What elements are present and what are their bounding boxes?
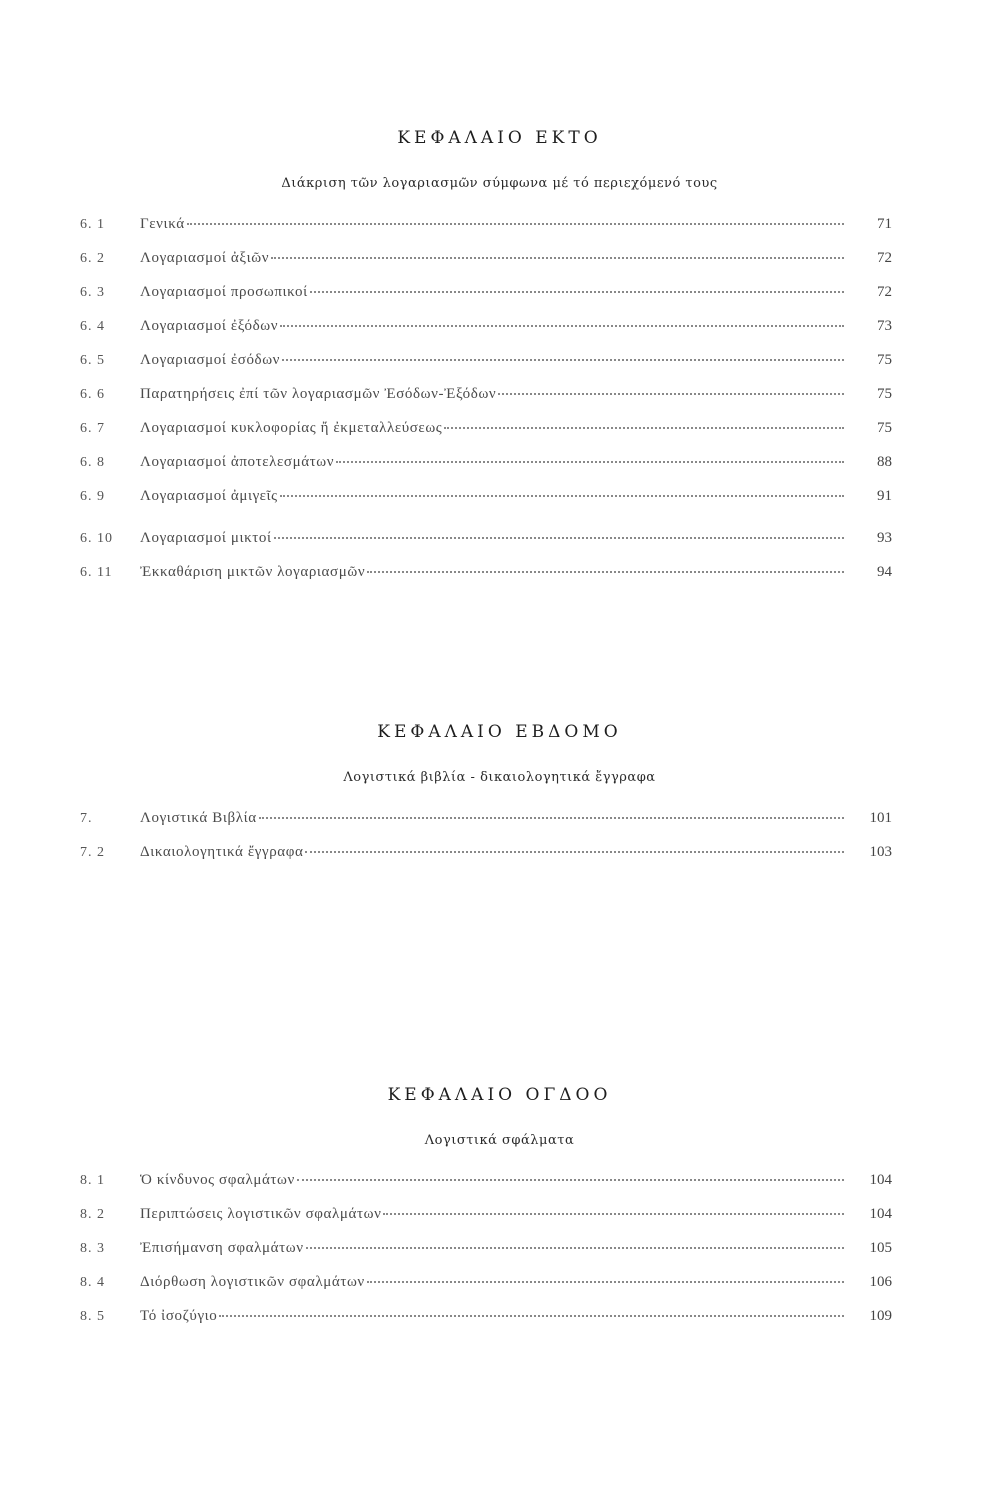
entry-title: Λογαριασμοί ἀμιγεῖς (140, 488, 278, 504)
toc-entry[interactable] (80, 810, 892, 832)
entry-title: Δικαιολογητικά ἔγγραφα (140, 844, 304, 860)
toc-entry[interactable] (80, 1308, 892, 1330)
entry-page: 71 (877, 216, 892, 232)
toc-entry[interactable] (80, 352, 892, 374)
entry-title: Παρατηρήσεις ἐπί τῶν λογαριασμῶν Ἐσόδων-Ἐξόδων (140, 386, 497, 402)
toc-entry[interactable] (80, 564, 892, 586)
entry-title: Λογαριασμοί ἀποτελεσμάτων (140, 454, 335, 470)
toc-entry[interactable] (80, 386, 892, 408)
toc-entry[interactable] (80, 454, 892, 476)
entry-title: Λογαριασμοί ἐσόδων (140, 352, 281, 368)
entry-page: 104 (869, 1172, 892, 1188)
entry-title: Λογαριασμοί ἀξιῶν (140, 250, 270, 266)
dot-leader (187, 222, 844, 225)
entry-page: 93 (877, 530, 892, 546)
entry-page: 75 (877, 352, 892, 368)
toc-entry[interactable] (80, 1274, 892, 1296)
entry-title: Ἐκκαθάριση μικτῶν λογαριασμῶν (140, 564, 366, 580)
chapter-8-subtitle: Λογιστικά σφάλματα (424, 1133, 575, 1148)
entry-number: 6. 9 (80, 489, 105, 504)
dot-leader (280, 324, 844, 327)
entry-number: 6. 5 (80, 353, 105, 368)
entry-number: 6. 6 (80, 387, 105, 402)
chapter-7-subtitle: Λογιστικά βιβλία - δικαιολογητικά ἔγγραφα (343, 770, 656, 785)
toc-entry[interactable] (80, 1172, 892, 1194)
entry-number: 8. 5 (80, 1309, 105, 1324)
entry-number: 8. 4 (80, 1275, 105, 1290)
entry-number: 8. 3 (80, 1241, 105, 1256)
entry-page: 88 (877, 454, 892, 470)
entry-page: 75 (877, 386, 892, 402)
entry-title: Διόρθωση λογιστικῶν σφαλμάτων (140, 1274, 365, 1290)
entry-page: 94 (877, 564, 892, 580)
entry-page: 73 (877, 318, 892, 334)
entry-page: 106 (869, 1274, 892, 1290)
toc-entry[interactable] (80, 250, 892, 272)
toc-entry[interactable] (80, 530, 892, 552)
dot-leader (259, 816, 844, 819)
entry-number: 6. 1 (80, 217, 105, 232)
toc-entry[interactable] (80, 844, 892, 866)
entry-number: 6. 2 (80, 251, 105, 266)
chapter-6-subtitle: Διάκριση τῶν λογαριασμῶν σύμφωνα μέ τό περιεχόμενό τους (281, 176, 718, 191)
toc-entry[interactable] (80, 1240, 892, 1262)
entry-title: Ἐπισήμανση σφαλμάτων (140, 1240, 304, 1256)
entry-title: Γενικά (140, 216, 185, 232)
toc-entry[interactable] (80, 488, 892, 510)
dot-leader (271, 256, 844, 259)
entry-number: 8. 1 (80, 1173, 105, 1188)
toc-entry[interactable] (80, 284, 892, 306)
entry-page: 75 (877, 420, 892, 436)
entry-page: 109 (869, 1308, 892, 1324)
entry-number: 7. (80, 811, 93, 826)
entry-title: Λογαριασμοί ἐξόδων (140, 318, 279, 334)
entry-page: 72 (877, 250, 892, 266)
dot-leader (383, 1212, 844, 1215)
dot-leader (282, 358, 844, 361)
entry-page: 105 (869, 1240, 892, 1256)
chapter-8-title: ΚΕΦΑΛΑΙΟ ΟΓΔΟΟ (387, 1085, 612, 1105)
dot-leader (305, 850, 844, 853)
entry-page: 91 (877, 488, 892, 504)
entry-page: 72 (877, 284, 892, 300)
entry-number: 6. 11 (80, 565, 113, 580)
toc-entry[interactable] (80, 420, 892, 442)
entry-title: Ὁ κίνδυνος σφαλμάτων (140, 1172, 295, 1188)
dot-leader (297, 1178, 844, 1181)
chapter-7-title: ΚΕΦΑΛΑΙΟ ΕΒΔΟΜΟ (377, 722, 622, 742)
entry-number: 7. 2 (80, 845, 105, 860)
entry-number: 8. 2 (80, 1207, 105, 1222)
dot-leader (306, 1246, 844, 1249)
entry-title: Λογαριασμοί προσωπικοί (140, 284, 308, 300)
entry-title: Περιπτώσεις λογιστικῶν σφαλμάτων (140, 1206, 382, 1222)
entry-page: 103 (869, 844, 892, 860)
dot-leader (336, 460, 844, 463)
chapter-6-title: ΚΕΦΑΛΑΙΟ ΕΚΤΟ (397, 128, 602, 148)
dot-leader (498, 392, 844, 395)
dot-leader (219, 1314, 844, 1317)
entry-number: 6. 8 (80, 455, 105, 470)
dot-leader (367, 1280, 844, 1283)
toc-entry[interactable] (80, 318, 892, 340)
dot-leader (444, 426, 844, 429)
entry-page: 104 (869, 1206, 892, 1222)
entry-title: Λογιστικά Βιβλία (140, 810, 257, 826)
toc-entry[interactable] (80, 1206, 892, 1228)
dot-leader (280, 494, 844, 497)
entry-number: 6. 3 (80, 285, 105, 300)
entry-page: 101 (869, 810, 892, 826)
entry-number: 6. 10 (80, 531, 113, 546)
entry-number: 6. 7 (80, 421, 105, 436)
entry-number: 6. 4 (80, 319, 105, 334)
dot-leader (310, 290, 844, 293)
entry-title: Λογαριασμοί μικτοί (140, 530, 272, 546)
entry-title: Λογαριασμοί κυκλοφορίας ἤ ἐκμεταλλεύσεως (140, 420, 443, 436)
toc-entry[interactable] (80, 216, 892, 238)
dot-leader (367, 570, 844, 573)
dot-leader (274, 536, 844, 539)
entry-title: Τό ἰσοζύγιο (140, 1308, 218, 1324)
